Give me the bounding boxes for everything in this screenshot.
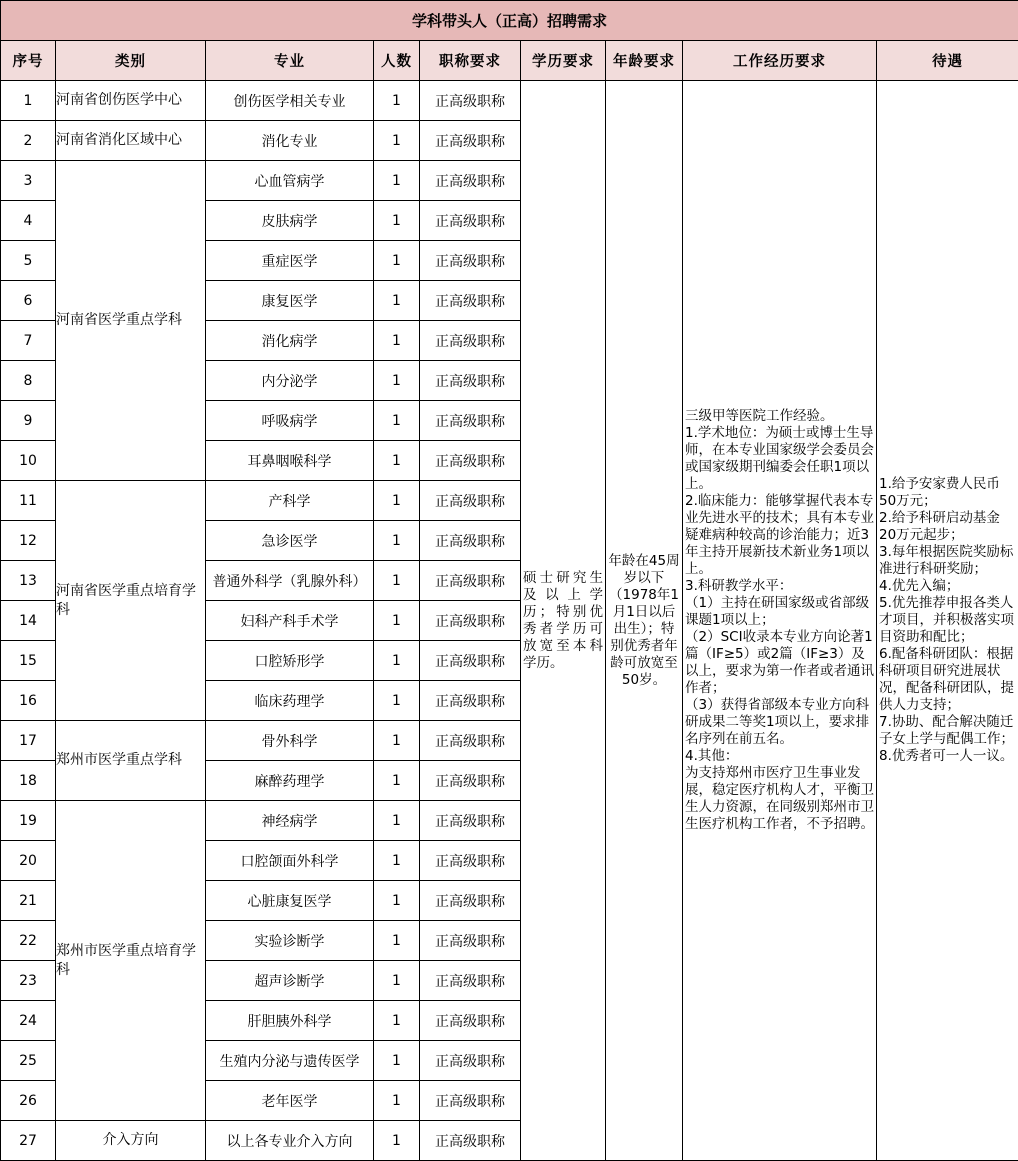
major-cell: 产科学 <box>206 481 374 521</box>
row-number: 13 <box>1 561 56 601</box>
title-req-cell: 正高级职称 <box>420 281 521 321</box>
count-cell: 1 <box>374 1041 420 1081</box>
count-cell: 1 <box>374 121 420 161</box>
header-age: 年龄要求 <box>606 41 683 81</box>
header-experience: 工作经历要求 <box>683 41 877 81</box>
title-req-cell: 正高级职称 <box>420 361 521 401</box>
row-number: 23 <box>1 961 56 1001</box>
count-cell: 1 <box>374 641 420 681</box>
count-cell: 1 <box>374 161 420 201</box>
count-cell: 1 <box>374 801 420 841</box>
count-cell: 1 <box>374 721 420 761</box>
major-cell: 消化专业 <box>206 121 374 161</box>
row-number: 6 <box>1 281 56 321</box>
title-req-cell: 正高级职称 <box>420 81 521 121</box>
title-req-cell: 正高级职称 <box>420 561 521 601</box>
row-number: 16 <box>1 681 56 721</box>
title-req-cell: 正高级职称 <box>420 1121 521 1161</box>
table-row <box>1 81 1018 121</box>
header-major: 专业 <box>206 41 374 81</box>
title-req-cell: 正高级职称 <box>420 881 521 921</box>
count-cell: 1 <box>374 401 420 441</box>
major-cell: 呼吸病学 <box>206 401 374 441</box>
row-number: 25 <box>1 1041 56 1081</box>
row-number: 19 <box>1 801 56 841</box>
education-requirement: 硕士研究生及以上学历；特别优秀者学历可放宽至本科学历。 <box>521 81 606 1161</box>
major-cell: 康复医学 <box>206 281 374 321</box>
title-req-cell: 正高级职称 <box>420 401 521 441</box>
title-req-cell: 正高级职称 <box>420 761 521 801</box>
row-number: 4 <box>1 201 56 241</box>
major-cell: 创伤医学相关专业 <box>206 81 374 121</box>
count-cell: 1 <box>374 321 420 361</box>
header-education: 学历要求 <box>521 41 606 81</box>
row-number: 24 <box>1 1001 56 1041</box>
count-cell: 1 <box>374 1001 420 1041</box>
row-number: 22 <box>1 921 56 961</box>
major-cell: 急诊医学 <box>206 521 374 561</box>
title-req-cell: 正高级职称 <box>420 641 521 681</box>
title-req-cell: 正高级职称 <box>420 801 521 841</box>
row-number: 9 <box>1 401 56 441</box>
count-cell: 1 <box>374 881 420 921</box>
major-cell: 老年医学 <box>206 1081 374 1121</box>
title-req-cell: 正高级职称 <box>420 841 521 881</box>
major-cell: 心血管病学 <box>206 161 374 201</box>
category-cell: 河南省消化区域中心 <box>56 121 206 161</box>
age-requirement: 年龄在45周岁以下（1978年1月1日以后出生）；特别优秀者年龄可放宽至50岁。 <box>606 81 683 1161</box>
title-req-cell: 正高级职称 <box>420 161 521 201</box>
category-cell: 郑州市医学重点学科 <box>56 721 206 801</box>
title-req-cell: 正高级职称 <box>420 721 521 761</box>
major-cell: 重症医学 <box>206 241 374 281</box>
header-benefits: 待遇 <box>877 41 1018 81</box>
title-req-cell: 正高级职称 <box>420 601 521 641</box>
major-cell: 普通外科学（乳腺外科） <box>206 561 374 601</box>
row-number: 15 <box>1 641 56 681</box>
category-cell: 河南省创伤医学中心 <box>56 81 206 121</box>
title-req-cell: 正高级职称 <box>420 1041 521 1081</box>
row-number: 26 <box>1 1081 56 1121</box>
major-cell: 皮肤病学 <box>206 201 374 241</box>
row-number: 11 <box>1 481 56 521</box>
row-number: 12 <box>1 521 56 561</box>
title-req-cell: 正高级职称 <box>420 681 521 721</box>
count-cell: 1 <box>374 681 420 721</box>
header-row <box>1 41 1018 81</box>
title-req-cell: 正高级职称 <box>420 1081 521 1121</box>
row-number: 3 <box>1 161 56 201</box>
major-cell: 以上各专业介入方向 <box>206 1121 374 1161</box>
major-cell: 口腔矫形学 <box>206 641 374 681</box>
major-cell: 心脏康复医学 <box>206 881 374 921</box>
count-cell: 1 <box>374 241 420 281</box>
major-cell: 临床药理学 <box>206 681 374 721</box>
title-req-cell: 正高级职称 <box>420 121 521 161</box>
major-cell: 肝胆胰外科学 <box>206 1001 374 1041</box>
header-title-req: 职称要求 <box>420 41 521 81</box>
row-number: 8 <box>1 361 56 401</box>
row-number: 20 <box>1 841 56 881</box>
major-cell: 口腔颌面外科学 <box>206 841 374 881</box>
benefits: 1.给予安家费人民币50万元； 2.给予科研启动基金20万元起步； 3.每年根据医院奖励标准进行科研奖励； 4.优先入编； 5.优先推荐申报各类人才项目，并积极落实项目资助和配比； 6.配备科研团队：根据科研项目研究进展状况，配备科研团队，提供人力支持； 7.协助、配合解决随迁子女上学与配偶工作； 8.优秀者可一人一议。 <box>877 81 1018 1161</box>
row-number: 27 <box>1 1121 56 1161</box>
major-cell: 内分泌学 <box>206 361 374 401</box>
count-cell: 1 <box>374 481 420 521</box>
title-req-cell: 正高级职称 <box>420 521 521 561</box>
major-cell: 实验诊断学 <box>206 921 374 961</box>
title-req-cell: 正高级职称 <box>420 241 521 281</box>
major-cell: 骨外科学 <box>206 721 374 761</box>
header-no: 序号 <box>1 41 56 81</box>
row-number: 5 <box>1 241 56 281</box>
row-number: 7 <box>1 321 56 361</box>
title-req-cell: 正高级职称 <box>420 481 521 521</box>
category-cell: 郑州市医学重点培育学科 <box>56 801 206 1121</box>
title-req-cell: 正高级职称 <box>420 201 521 241</box>
title-req-cell: 正高级职称 <box>420 1001 521 1041</box>
major-cell: 麻醉药理学 <box>206 761 374 801</box>
count-cell: 1 <box>374 961 420 1001</box>
major-cell: 神经病学 <box>206 801 374 841</box>
header-count: 人数 <box>374 41 420 81</box>
row-number: 10 <box>1 441 56 481</box>
row-number: 21 <box>1 881 56 921</box>
row-number: 1 <box>1 81 56 121</box>
count-cell: 1 <box>374 281 420 321</box>
category-cell: 河南省医学重点学科 <box>56 161 206 481</box>
count-cell: 1 <box>374 921 420 961</box>
row-number: 17 <box>1 721 56 761</box>
count-cell: 1 <box>374 361 420 401</box>
count-cell: 1 <box>374 441 420 481</box>
row-number: 18 <box>1 761 56 801</box>
count-cell: 1 <box>374 201 420 241</box>
row-number: 14 <box>1 601 56 641</box>
category-cell: 介入方向 <box>56 1121 206 1161</box>
count-cell: 1 <box>374 521 420 561</box>
header-category: 类别 <box>56 41 206 81</box>
title-req-cell: 正高级职称 <box>420 961 521 1001</box>
title-req-cell: 正高级职称 <box>420 441 521 481</box>
major-cell: 生殖内分泌与遗传医学 <box>206 1041 374 1081</box>
experience-requirement: 三级甲等医院工作经验。 1.学术地位：为硕士或博士生导师，在本专业国家级学会委员会或国家级期刊编委会任职1项以上。 2.临床能力：能够掌握代表本专业先进水平的技术；具有本专业疑难病种较高的诊治能力；近3年主持开展新技术新业务1项以上。 3.科研教学水平： （1）主持在研国家级或省部级课题1项以上； （2）SCI收录本专业方向论著1篇（IF≥5）或2篇（IF≥3）及以上，要求为第一作者或者通讯作者； （3）获得省部级本专业方向科研成果二等奖1项以上，要求排名序列在前五名。 4.其他： 为支持郑州市医疗卫生事业发展，稳定医疗机构人才，平衡卫生人力资源，在同级别郑州市卫生医疗机构工作者，不予招聘。 <box>683 81 877 1161</box>
major-cell: 超声诊断学 <box>206 961 374 1001</box>
major-cell: 妇科产科手术学 <box>206 601 374 641</box>
count-cell: 1 <box>374 1121 420 1161</box>
major-cell: 耳鼻咽喉科学 <box>206 441 374 481</box>
count-cell: 1 <box>374 1081 420 1121</box>
count-cell: 1 <box>374 761 420 801</box>
table-title: 学科带头人（正高）招聘需求 <box>1 1 1018 41</box>
title-req-cell: 正高级职称 <box>420 321 521 361</box>
count-cell: 1 <box>374 601 420 641</box>
category-cell: 河南省医学重点培育学科 <box>56 481 206 721</box>
title-req-cell: 正高级职称 <box>420 921 521 961</box>
count-cell: 1 <box>374 841 420 881</box>
count-cell: 1 <box>374 561 420 601</box>
major-cell: 消化病学 <box>206 321 374 361</box>
row-number: 2 <box>1 121 56 161</box>
count-cell: 1 <box>374 81 420 121</box>
